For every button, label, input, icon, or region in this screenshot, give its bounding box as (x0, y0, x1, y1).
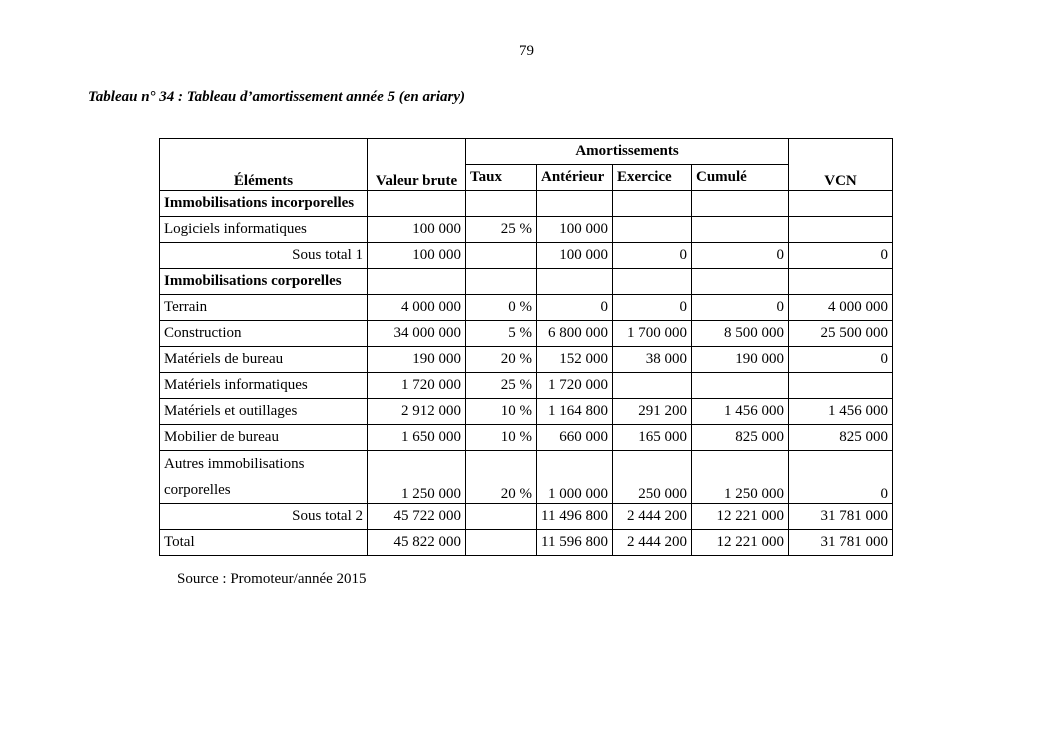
cell-valeur-brute: 45 722 000 (368, 504, 466, 530)
cell-anterieur: 0 (537, 295, 613, 321)
row-label: Immobilisations incorporelles (160, 191, 368, 217)
cell-vcn: 25 500 000 (789, 321, 893, 347)
cell-cumule: 825 000 (692, 425, 789, 451)
cell-valeur-brute: 190 000 (368, 347, 466, 373)
row-label: Construction (160, 321, 368, 347)
cell-taux (466, 530, 537, 556)
cell-valeur-brute: 1 250 000 (368, 451, 466, 504)
table-row (160, 321, 893, 347)
cell-taux (466, 191, 537, 217)
cell-vcn: 4 000 000 (789, 295, 893, 321)
table-row (160, 530, 893, 556)
cell-valeur-brute: 100 000 (368, 217, 466, 243)
cell-valeur-brute: 1 720 000 (368, 373, 466, 399)
cell-exercice: 1 700 000 (613, 321, 692, 347)
cell-valeur-brute (368, 269, 466, 295)
cell-vcn: 31 781 000 (789, 504, 893, 530)
cell-taux: 20 % (466, 347, 537, 373)
cell-cumule (692, 269, 789, 295)
header-taux: Taux (466, 165, 537, 191)
cell-cumule: 0 (692, 243, 789, 269)
cell-exercice (613, 269, 692, 295)
cell-anterieur: 11 596 800 (537, 530, 613, 556)
cell-vcn: 31 781 000 (789, 530, 893, 556)
row-label: Total (160, 530, 368, 556)
cell-valeur-brute: 1 650 000 (368, 425, 466, 451)
header-valeur-brute: Valeur brute (368, 139, 466, 191)
table-row (160, 243, 893, 269)
cell-cumule: 12 221 000 (692, 504, 789, 530)
cell-vcn: 825 000 (789, 425, 893, 451)
table-row (160, 295, 893, 321)
cell-exercice (613, 217, 692, 243)
cell-exercice: 0 (613, 243, 692, 269)
cell-exercice: 291 200 (613, 399, 692, 425)
cell-exercice (613, 191, 692, 217)
cell-taux (466, 243, 537, 269)
cell-anterieur: 6 800 000 (537, 321, 613, 347)
cell-vcn (789, 269, 893, 295)
cell-anterieur: 1 164 800 (537, 399, 613, 425)
row-label-line1: Autres immobilisations (164, 456, 305, 472)
cell-taux: 20 % (466, 451, 537, 504)
page-number: 79 (519, 43, 534, 59)
header-cumule: Cumulé (692, 165, 789, 191)
cell-taux: 25 % (466, 373, 537, 399)
cell-exercice: 165 000 (613, 425, 692, 451)
cell-cumule: 1 456 000 (692, 399, 789, 425)
cell-valeur-brute: 2 912 000 (368, 399, 466, 425)
cell-anterieur: 1 720 000 (537, 373, 613, 399)
cell-valeur-brute: 100 000 (368, 243, 466, 269)
cell-taux (466, 269, 537, 295)
cell-anterieur (537, 269, 613, 295)
header-vcn: VCN (789, 139, 893, 191)
cell-vcn (789, 373, 893, 399)
table-row (160, 373, 893, 399)
row-label: Mobilier de bureau (160, 425, 368, 451)
row-label: Sous total 2 (160, 504, 368, 530)
cell-anterieur: 100 000 (537, 217, 613, 243)
cell-vcn: 0 (789, 347, 893, 373)
cell-vcn: 1 456 000 (789, 399, 893, 425)
cell-taux: 10 % (466, 425, 537, 451)
row-label: Sous total 1 (160, 243, 368, 269)
table-row (160, 451, 893, 504)
header-amortissements: Amortissements (466, 139, 789, 165)
cell-cumule: 0 (692, 295, 789, 321)
cell-anterieur: 152 000 (537, 347, 613, 373)
cell-valeur-brute: 45 822 000 (368, 530, 466, 556)
cell-cumule: 8 500 000 (692, 321, 789, 347)
header-anterieur: Antérieur (537, 165, 613, 191)
cell-vcn (789, 191, 893, 217)
cell-anterieur: 100 000 (537, 243, 613, 269)
cell-valeur-brute: 4 000 000 (368, 295, 466, 321)
cell-taux (466, 504, 537, 530)
table-row (160, 217, 893, 243)
cell-exercice: 38 000 (613, 347, 692, 373)
cell-cumule: 12 221 000 (692, 530, 789, 556)
row-label-line2: corporelles (164, 482, 231, 498)
header-exercice: Exercice (613, 165, 692, 191)
row-label: Immobilisations corporelles (160, 269, 368, 295)
cell-valeur-brute (368, 191, 466, 217)
table-caption: Tableau n° 34 : Tableau d’amortissement année 5 (en ariary) (88, 89, 465, 105)
cell-cumule (692, 217, 789, 243)
table-row (160, 347, 893, 373)
row-label: Matériels de bureau (160, 347, 368, 373)
cell-vcn: 0 (789, 451, 893, 504)
table-row (160, 269, 893, 295)
table-row (160, 399, 893, 425)
row-label: Terrain (160, 295, 368, 321)
cell-taux: 5 % (466, 321, 537, 347)
row-label: Matériels et outillages (160, 399, 368, 425)
table-row (160, 504, 893, 530)
cell-vcn: 0 (789, 243, 893, 269)
cell-cumule: 190 000 (692, 347, 789, 373)
cell-valeur-brute: 34 000 000 (368, 321, 466, 347)
source-note: Source : Promoteur/année 2015 (177, 571, 367, 587)
cell-exercice: 0 (613, 295, 692, 321)
cell-taux: 10 % (466, 399, 537, 425)
cell-exercice: 250 000 (613, 451, 692, 504)
cell-vcn (789, 217, 893, 243)
cell-taux: 0 % (466, 295, 537, 321)
header-elements: Éléments (160, 139, 368, 191)
cell-anterieur: 1 000 000 (537, 451, 613, 504)
amortization-table (159, 138, 893, 556)
cell-cumule (692, 191, 789, 217)
cell-exercice (613, 373, 692, 399)
cell-exercice: 2 444 200 (613, 504, 692, 530)
row-label: Logiciels informatiques (160, 217, 368, 243)
cell-cumule (692, 373, 789, 399)
cell-taux: 25 % (466, 217, 537, 243)
row-label: Matériels informatiques (160, 373, 368, 399)
cell-exercice: 2 444 200 (613, 530, 692, 556)
cell-cumule: 1 250 000 (692, 451, 789, 504)
cell-anterieur: 660 000 (537, 425, 613, 451)
cell-anterieur (537, 191, 613, 217)
cell-anterieur: 11 496 800 (537, 504, 613, 530)
table-row (160, 425, 893, 451)
table-row (160, 191, 893, 217)
row-label (160, 451, 368, 504)
table-body (160, 191, 893, 556)
